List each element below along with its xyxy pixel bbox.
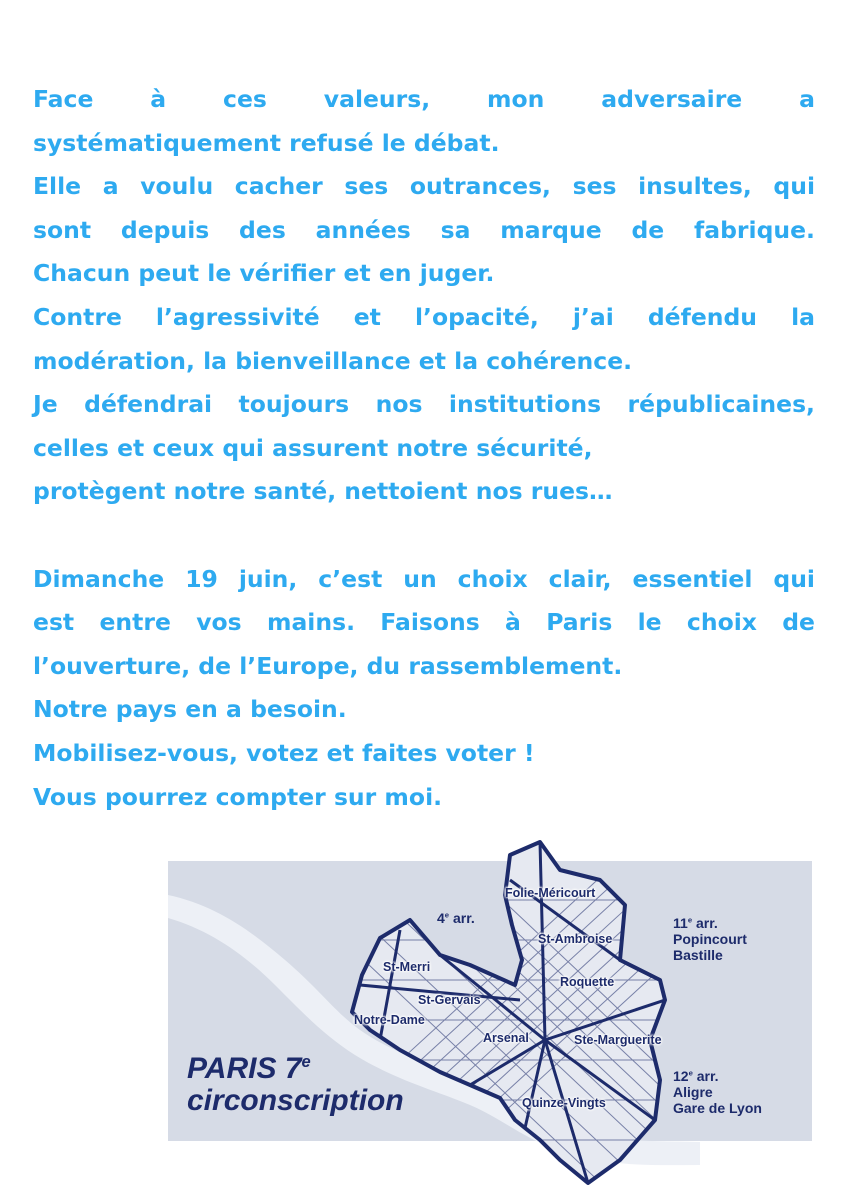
quartier-label-quinze-vingts: Quinze-Vingts [522,1096,606,1110]
quartier-label-folie-mericourt: Folie-Méricourt [505,886,596,900]
text-line: Notre pays en a besoin. [33,695,347,724]
quartier-label-st-merri: St-Merri [383,960,431,974]
quartier-label-roquette: Roquette [560,975,615,989]
text-line: Je défendrai toujours nos institutions républicaines, [33,390,815,419]
text-line: sont depuis des années sa marque de fabrique. [33,215,815,244]
district-label-12: 12e arr. Aligre Gare de Lyon [673,1068,762,1116]
text-line: Vous pourrez compter sur moi. [33,782,443,811]
quartier-label-notre-dame: Notre-Dame [354,1013,425,1027]
text-line: protègent notre santé, nettoient nos rues… [33,477,613,506]
text-line: celles et ceux qui assurent notre sécurité, [33,433,593,462]
quartier-label-st-ambroise: St-Ambroise [538,932,613,946]
text-line: Face à ces valeurs, mon adversaire a [33,85,815,113]
text-line: Dimanche 19 juin, c’est un choix clair, essentiel qui [33,564,815,593]
quartier-label-ste-marguerite: Ste-Marguerite [574,1033,662,1047]
text-line: Contre l’agressivité et l’opacité, j’ai défendu la [33,302,815,331]
district-label-4: 4e arr. [437,910,475,926]
circonscription-title: PARIS 7e circonscription [187,1052,404,1117]
district-label-11: 11e arr. Popincourt Bastille [673,915,747,963]
text-line: modération, la bienveillance et la cohérence. [33,346,633,375]
text-line: systématiquement refusé le débat. [33,128,500,157]
text-line: Elle a voulu cacher ses outrances, ses insultes, qui [33,172,815,201]
text-line: est entre vos mains. Faisons à Paris le choix de [33,608,815,637]
quartier-label-arsenal: Arsenal [483,1031,529,1045]
text-line: Chacun peut le vérifier et en juger. [33,259,495,288]
text-line: Mobilisez-vous, votez et faites voter ! [33,738,535,767]
text-line: l’ouverture, de l’Europe, du rassemblement. [33,651,623,680]
quartier-label-st-gervais: St-Gervais [418,993,481,1007]
